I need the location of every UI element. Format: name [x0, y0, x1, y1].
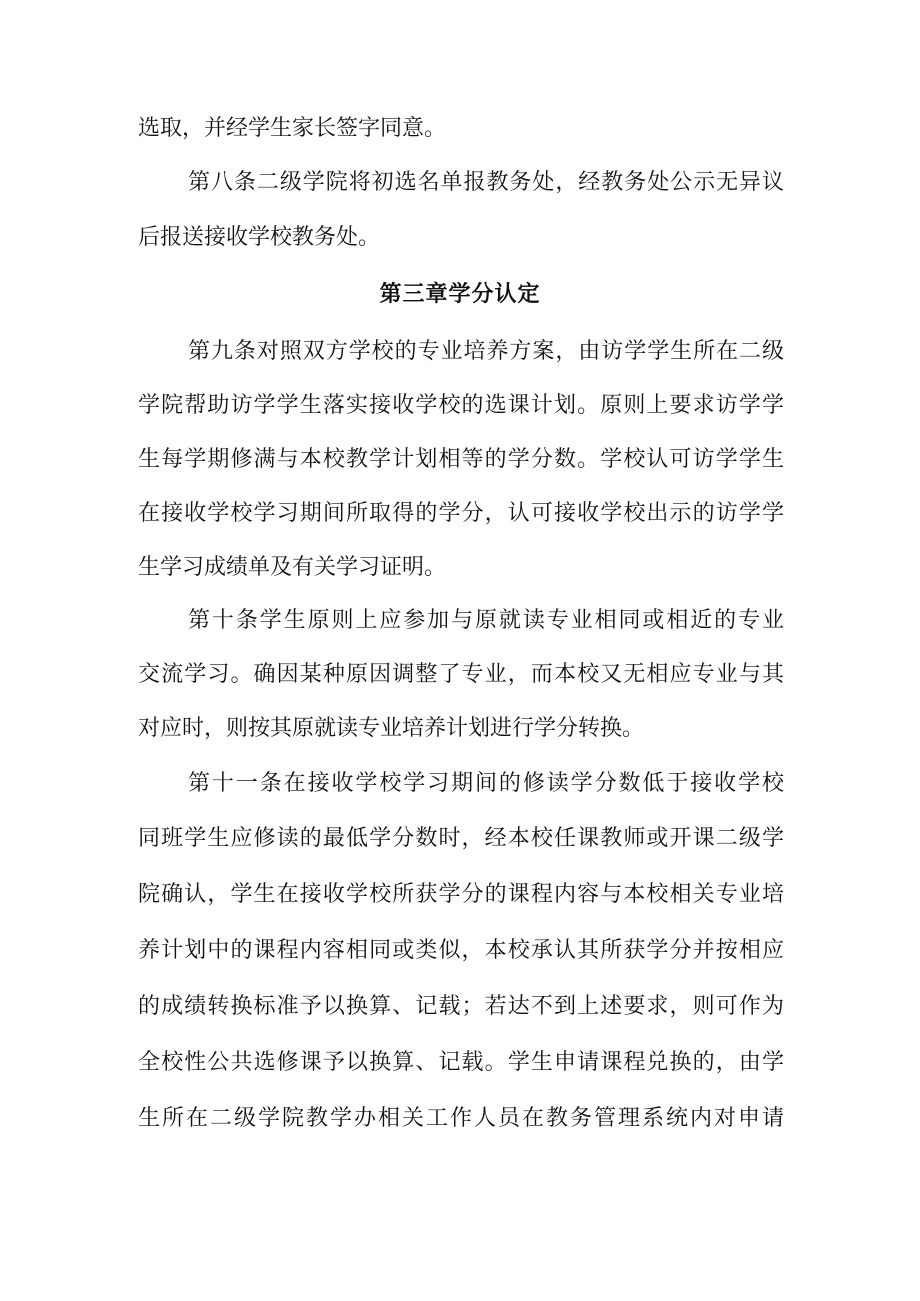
paragraph-line: 后报送接收学校教务处。: [138, 225, 381, 250]
chapter-heading: 第三章学分认定: [379, 282, 541, 307]
paragraph-line: 第十一条在接收学校学习期间的修读学分数低于接收学校: [188, 771, 784, 796]
paragraph-line: 对应时，则按其原就读专业培养计划进行学分转换。: [138, 716, 645, 741]
paragraph-line: 选取，并经学生家长签字同意。: [138, 116, 447, 141]
paragraph-line: 学院帮助访学学生落实接收学校的选课计划。原则上要求访学学: [138, 393, 784, 418]
paragraph-line: 在接收学校学习期间所取得的学分，认可接收学校出示的访学学: [138, 501, 784, 526]
paragraph-line: 生学习成绩单及有关学习证明。: [138, 555, 447, 580]
paragraph-line: 第十条学生原则上应参加与原就读专业相同或相近的专业: [188, 608, 784, 633]
paragraph-line: 养计划中的课程内容相同或类似，本校承认其所获学分并按相应: [138, 938, 784, 963]
paragraph-line: 第八条二级学院将初选名单报教务处，经教务处公示无异议: [188, 170, 784, 195]
paragraph-line: 第九条对照双方学校的专业培养方案，由访学学生所在二级: [188, 339, 784, 364]
paragraph-line: 的成绩转换标准予以换算、记载；若达不到上述要求，则可作为: [138, 994, 784, 1019]
paragraph-line: 同班学生应修读的最低学分数时，经本校任课教师或开课二级学: [138, 826, 784, 851]
paragraph-line: 生所在二级学院教学办相关工作人员在教务管理系统内对申请: [138, 1106, 784, 1131]
paragraph-line: 全校性公共选修课予以换算、记载。学生申请课程兑换的，由学: [138, 1050, 784, 1075]
paragraph-line: 院确认，学生在接收学校所获学分的课程内容与本校相关专业培: [138, 882, 784, 907]
paragraph-line: 交流学习。确因某种原因调整了专业，而本校又无相应专业与其: [138, 662, 784, 687]
paragraph-line: 生每学期修满与本校教学计划相等的学分数。学校认可访学学生: [138, 447, 784, 472]
